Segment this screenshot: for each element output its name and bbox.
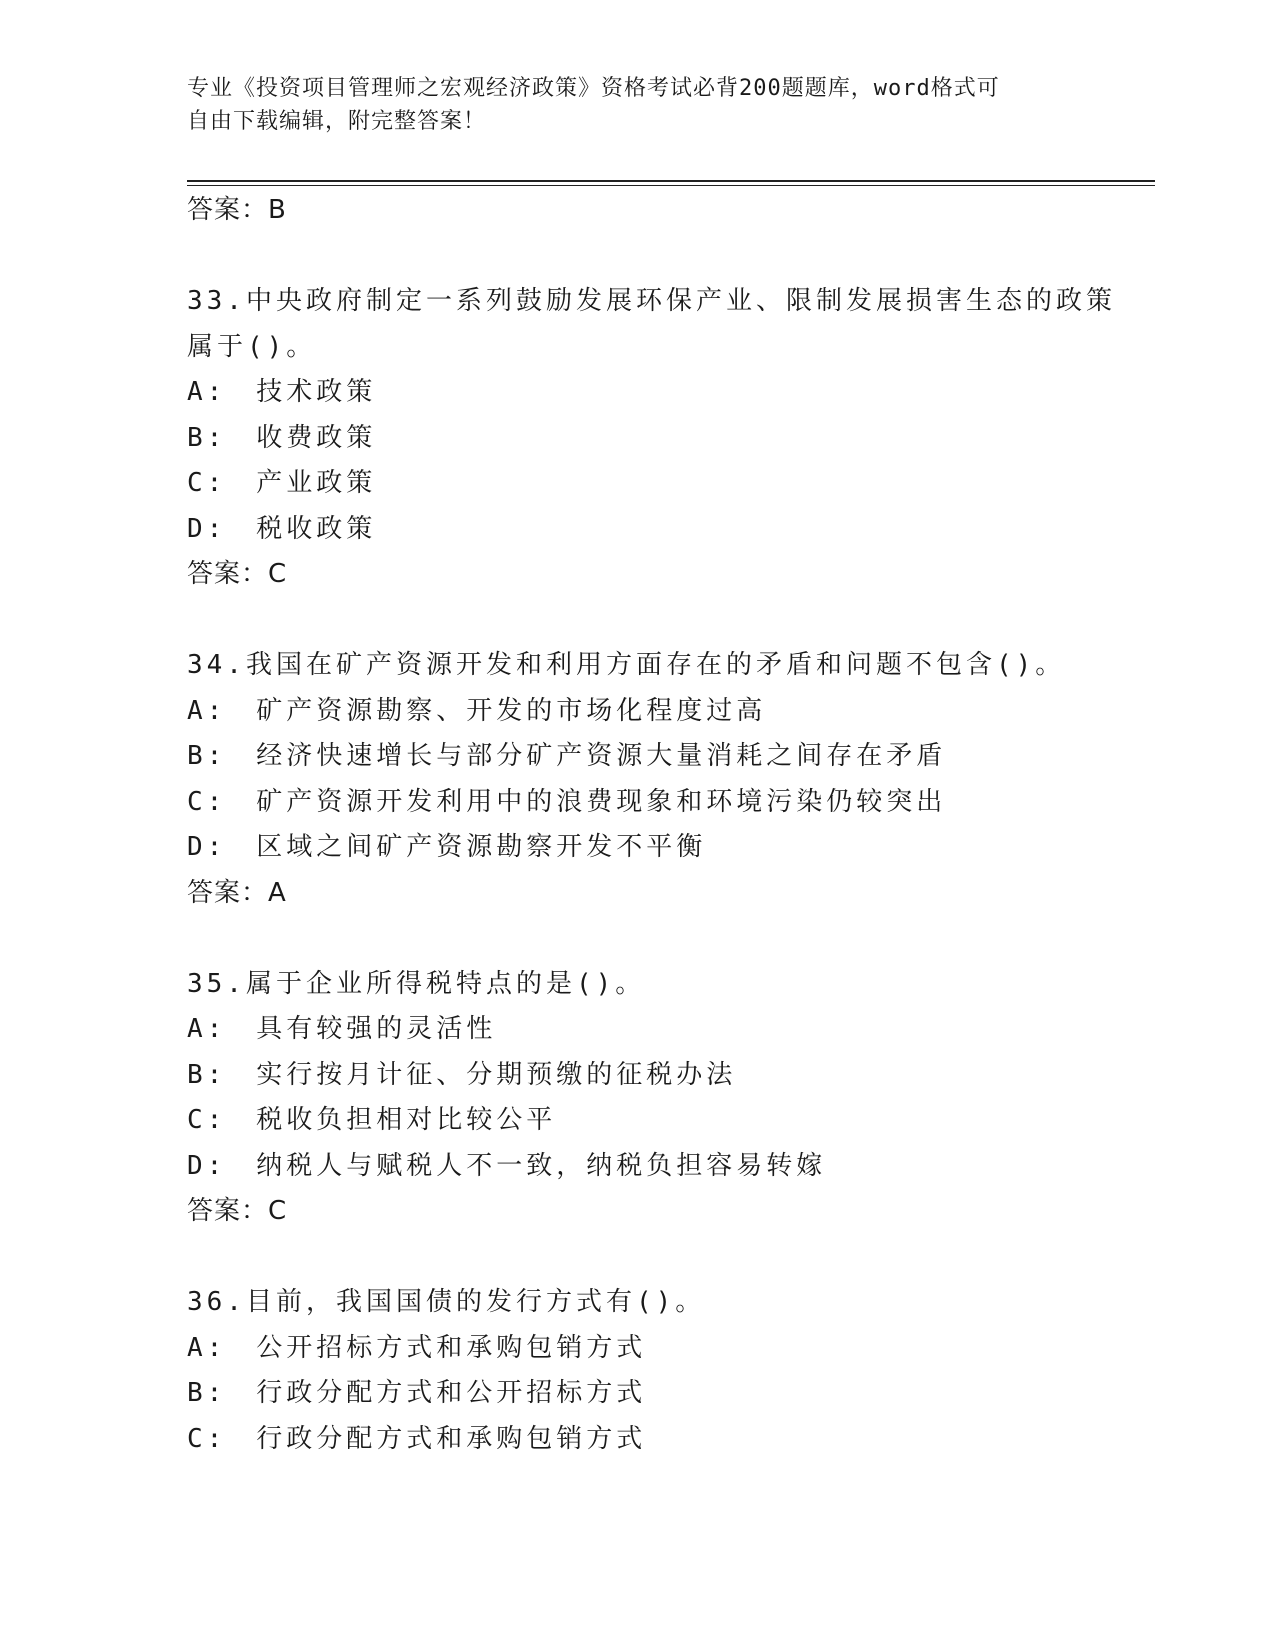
answer: 答案：C <box>187 1196 288 1226</box>
document-header <box>187 72 1087 138</box>
answer: 答案：C <box>187 559 288 589</box>
option-c: C: 税收负担相对比较公平 <box>187 1105 557 1135</box>
question-text: 35.属于企业所得税特点的是()。 <box>187 968 646 999</box>
option-a: A: 具有较强的灵活性 <box>187 1014 497 1044</box>
option-a: A: 公开招标方式和承购包销方式 <box>187 1332 647 1363</box>
header-line-1: 专业《投资项目管理师之宏观经济政策》资格考试必背200题题库，word格式可 <box>187 76 1000 101</box>
question-33 <box>187 279 1116 598</box>
header-line-2: 自由下载编辑，附完整答案！ <box>187 109 487 134</box>
header-rule-thin <box>187 185 1155 186</box>
question-text: 属于()。 <box>187 331 317 362</box>
option-c: C: 行政分配方式和承购包销方式 <box>187 1423 647 1454</box>
option-d: D: 税收政策 <box>187 513 377 544</box>
question-text: 34.我国在矿产资源开发和利用方面存在的矛盾和问题不包含()。 <box>187 650 1066 680</box>
question-34 <box>187 643 1087 916</box>
option-d: D: 区域之间矿产资源勘察开发不平衡 <box>187 832 707 862</box>
option-c: C: 矿产资源开发利用中的浪费现象和环境污染仍较突出 <box>187 786 947 817</box>
option-b: B: 行政分配方式和公开招标方式 <box>187 1378 647 1408</box>
option-d: D: 纳税人与赋税人不一致，纳税负担容易转嫁 <box>187 1150 827 1181</box>
question-text: 33.中央政府制定一系列鼓励发展环保产业、限制发展损害生态的政策 <box>187 286 1116 316</box>
question-35 <box>187 962 1087 1235</box>
question-text: 36.目前，我国国债的发行方式有()。 <box>187 1287 706 1317</box>
answer: 答案：A <box>187 877 287 908</box>
option-b: B: 经济快速增长与部分矿产资源大量消耗之间存在矛盾 <box>187 741 947 771</box>
question-36 <box>187 1280 1087 1462</box>
option-b: B: 收费政策 <box>187 422 377 453</box>
option-b: B: 实行按月计征、分期预缴的征税办法 <box>187 1059 737 1090</box>
previous-answer: 答案：B <box>187 195 287 225</box>
question-list <box>187 188 1116 1462</box>
option-a: A: 技术政策 <box>187 377 377 407</box>
option-c: C: 产业政策 <box>187 468 377 498</box>
option-a: A: 矿产资源勘察、开发的市场化程度过高 <box>187 695 767 726</box>
header-rule-thick <box>187 180 1155 182</box>
